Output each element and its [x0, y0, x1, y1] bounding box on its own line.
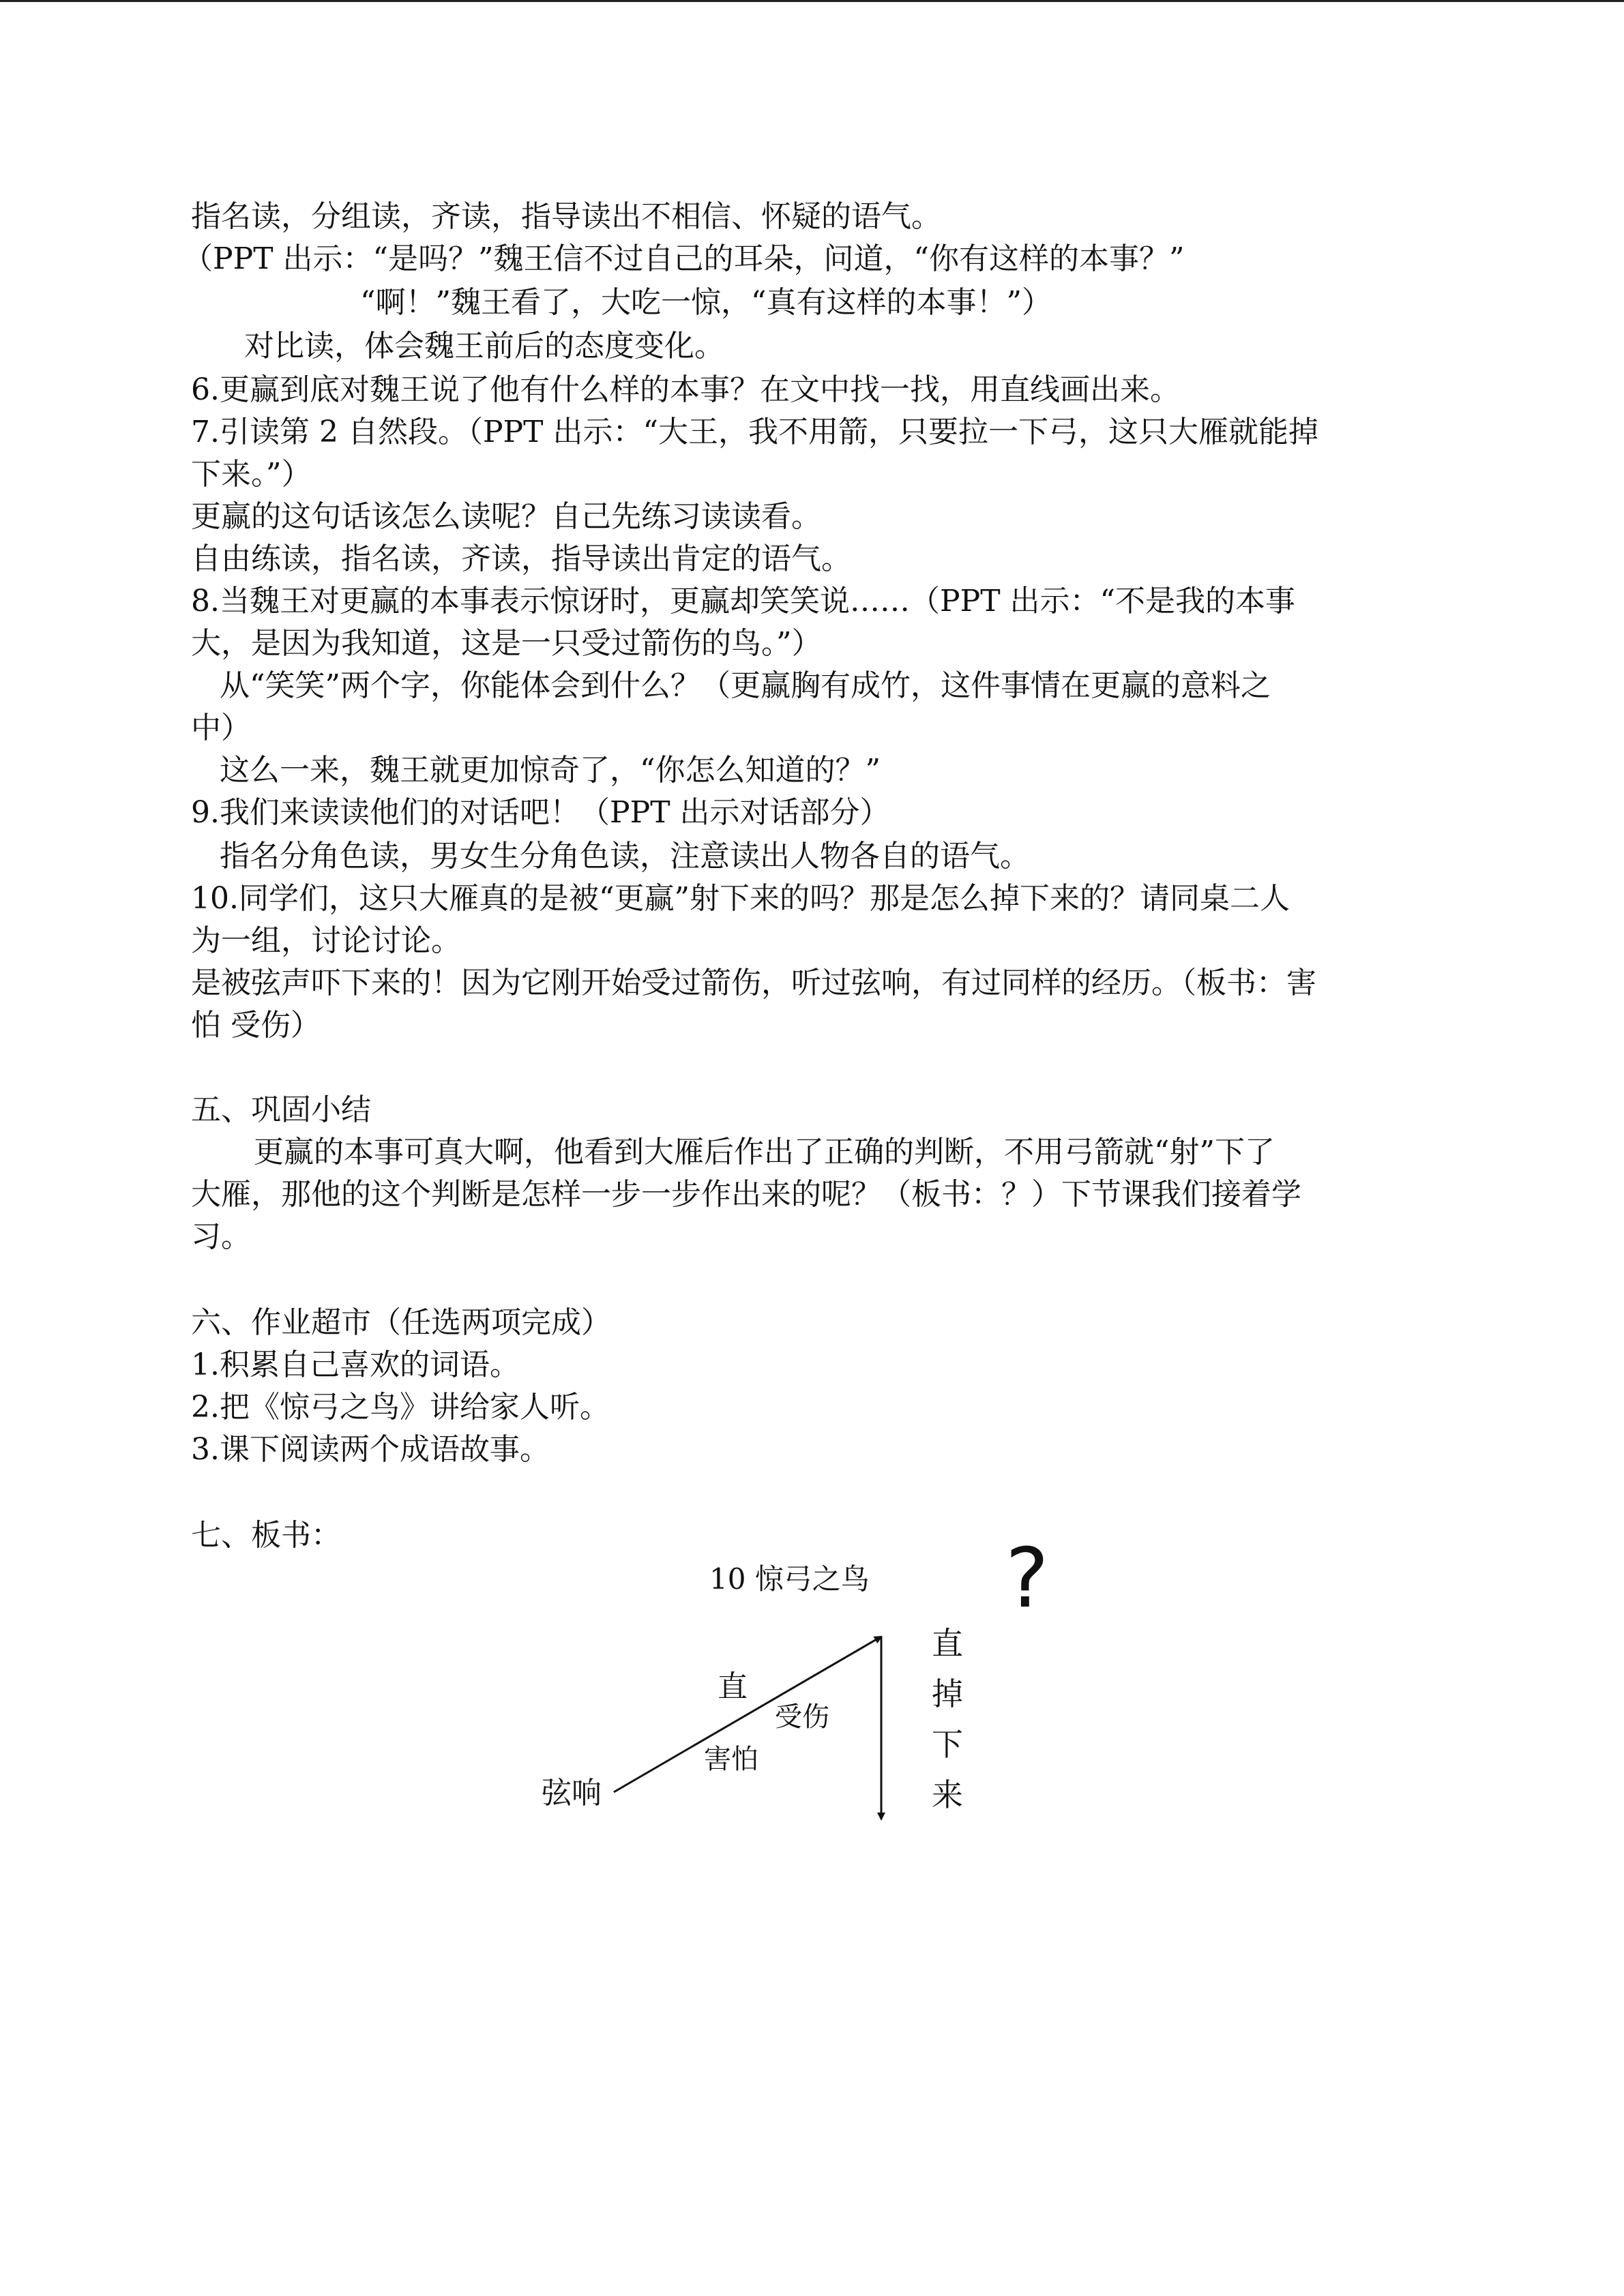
- section-heading: 六、作业超市（任选两项完成）: [191, 1305, 611, 1340]
- board-vertical-char: 下: [932, 1726, 963, 1763]
- text-line: 下来。”）: [191, 457, 312, 492]
- text-line: 为一组，讨论讨论。: [191, 923, 461, 958]
- text-line: 6.更赢到底对魏王说了他有什么样的本事？在文中找一找，用直线画出来。: [191, 372, 1180, 407]
- text-line: 大雁，那他的这个判断是怎样一步一步作出来的呢？（板书：？）下节课我们接着学: [191, 1177, 1301, 1212]
- text-line: 更赢的本事可真大啊，他看到大雁后作出了正确的判断，不用弓箭就“射”下了: [254, 1135, 1275, 1169]
- board-hurt-label: 受伤: [775, 1701, 829, 1733]
- text-line: 10.同学们，这只大雁真的是被“更赢”射下来的吗？那是怎么掉下来的？请同桌二人: [191, 881, 1290, 916]
- text-line: 8.当魏王对更赢的本事表示惊讶时，更赢却笑笑说……（PPT 出示：“不是我的本事: [191, 584, 1296, 618]
- text-line: 指名读，分组读，齐读，指导读出不相信、怀疑的语气。: [191, 199, 941, 234]
- text-line: “啊！”魏王看了，大吃一惊，“真有这样的本事！”）: [360, 285, 1052, 320]
- text-line: 9.我们来读读他们的对话吧！（PPT 出示对话部分）: [191, 795, 890, 830]
- text-line: 习。: [191, 1219, 251, 1254]
- text-line: 这么一来，魏王就更加惊奇了，“你怎么知道的？”: [220, 753, 881, 788]
- text-line: 是被弦声吓下来的！因为它刚开始受过箭伤，听过弦响，有过同样的经历。（板书：害: [191, 966, 1316, 1000]
- section-heading: 五、巩固小结: [191, 1092, 371, 1127]
- text-line: 大，是因为我知道，这是一只受过箭伤的鸟。”）: [191, 626, 822, 661]
- text-line: 指名分角色读，男女生分角色读，注意读出人物各自的语气。: [220, 839, 1030, 874]
- board-vertical-char: 掉: [932, 1675, 963, 1712]
- board-title: 10 惊弓之鸟: [709, 1562, 870, 1596]
- section-heading: 七、板书：: [191, 1518, 341, 1553]
- question-mark: ?: [1005, 1532, 1049, 1626]
- text-line: 从“笑笑”两个字，你能体会到什么？（更赢胸有成竹，这件事情在更赢的意料之: [220, 668, 1271, 703]
- text-line: 7.引读第 2 自然段。（PPT 出示：“大王，我不用箭，只要拉一下弓，这只大雁就能掉: [191, 415, 1318, 449]
- text-line: 2.把《惊弓之鸟》讲给家人听。: [191, 1390, 610, 1425]
- text-line: 怕 受伤）: [191, 1008, 321, 1043]
- board-afraid-label: 害怕: [704, 1744, 758, 1775]
- text-line: 对比读，体会魏王前后的态度变化。: [244, 329, 724, 363]
- board-upper-label: 直: [718, 1669, 748, 1704]
- text-line: （PPT 出示：“是吗？”魏王信不过自己的耳朵，问道，“你有这样的本事？”: [183, 241, 1185, 276]
- text-line: 中）: [191, 711, 251, 745]
- board-left-label: 弦响: [542, 1776, 602, 1810]
- board-vertical-char: 来: [932, 1776, 963, 1813]
- text-line: 更赢的这句话该怎么读呢？自己先练习读读看。: [191, 499, 821, 534]
- text-line: 自由练读，指名读，齐读，指导读出肯定的语气。: [191, 541, 851, 576]
- text-line: 3.课下阅读两个成语故事。: [191, 1432, 550, 1467]
- text-line: 1.积累自己喜欢的词语。: [191, 1347, 520, 1382]
- board-vertical-char: 直: [932, 1625, 963, 1662]
- diagonal-arrow: [614, 1637, 881, 1792]
